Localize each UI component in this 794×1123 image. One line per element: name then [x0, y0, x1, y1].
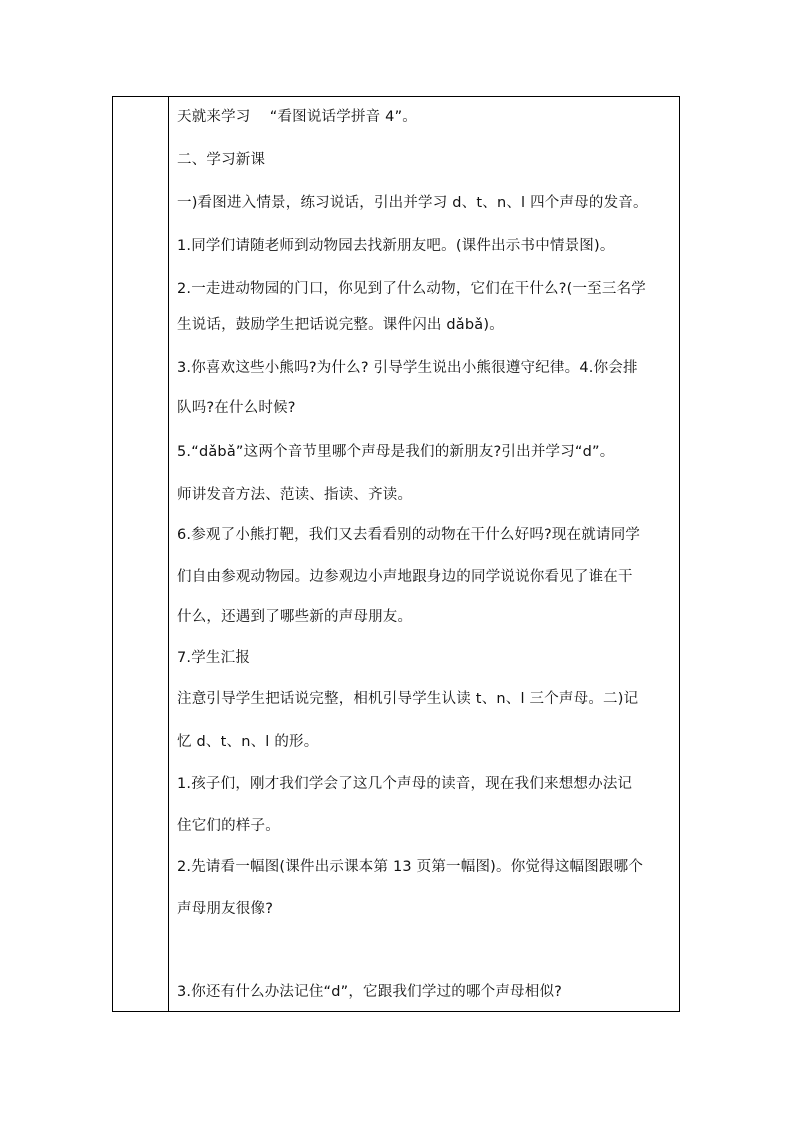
lesson-line: 师讲发音方法、范读、指读、齐读。: [177, 487, 413, 503]
lesson-line: 6.参观了小熊打靶，我们又去看看别的动物在干什么好吗?现在就请同学: [177, 527, 641, 543]
lesson-line: 2.一走进动物园的门口，你见到了什么动物，它们在干什么?(一至三名学: [177, 281, 646, 297]
lesson-line: 1.同学们请随老师到动物园去找新朋友吧。(课件出示书中情景图)。: [177, 238, 615, 254]
lesson-line: 生说话，鼓励学生把话说完整。课件闪出 dǎbǎ)。: [177, 317, 504, 333]
lesson-line: 2.先请看一幅图(课件出示课本第 13 页第一幅图)。你觉得这幅图跟哪个: [177, 859, 644, 875]
left-empty-cell: [113, 97, 168, 1011]
lesson-table: [112, 96, 680, 1012]
lesson-line: 什么，还遇到了哪些新的声母朋友。: [177, 609, 413, 625]
lesson-line: 一)看图进入情景，练习说话，引出并学习 d、t、n、l 四个声母的发音。: [177, 195, 648, 211]
lesson-line: 声母朋友很像?: [177, 901, 274, 917]
lesson-line: 3.你喜欢这些小熊吗?为什么? 引导学生说出小熊很遵守纪律。4.你会排: [177, 360, 638, 376]
lesson-line: 忆 d、t、n、l 的形。: [177, 734, 319, 750]
lesson-line: 注意引导学生把话说完整，相机引导学生认读 t、n、l 三个声母。二)记: [177, 691, 639, 707]
lesson-line: 天就来学习 “看图说话学拼音 4”。: [177, 109, 417, 125]
lesson-content-cell: [177, 97, 675, 1011]
lesson-line: 们自由参观动物园。边参观边小声地跟身边的同学说说你看见了谁在干: [177, 569, 633, 585]
lesson-line: 1.孩子们，刚才我们学会了这几个声母的读音，现在我们来想想办法记: [177, 776, 633, 792]
column-divider: [168, 97, 169, 1011]
lesson-line: 5.“dǎbǎ”这两个音节里哪个声母是我们的新朋友?引出并学习“d”。: [177, 444, 615, 460]
lesson-line: 3.你还有什么办法记住“d”，它跟我们学过的哪个声母相似?: [177, 984, 563, 1000]
lesson-line: 队吗?在什么时候?: [177, 400, 296, 416]
section-heading: 二、学习新课: [177, 152, 266, 168]
lesson-line: 住它们的样子。: [177, 818, 280, 834]
lesson-line: 7.学生汇报: [177, 650, 251, 666]
